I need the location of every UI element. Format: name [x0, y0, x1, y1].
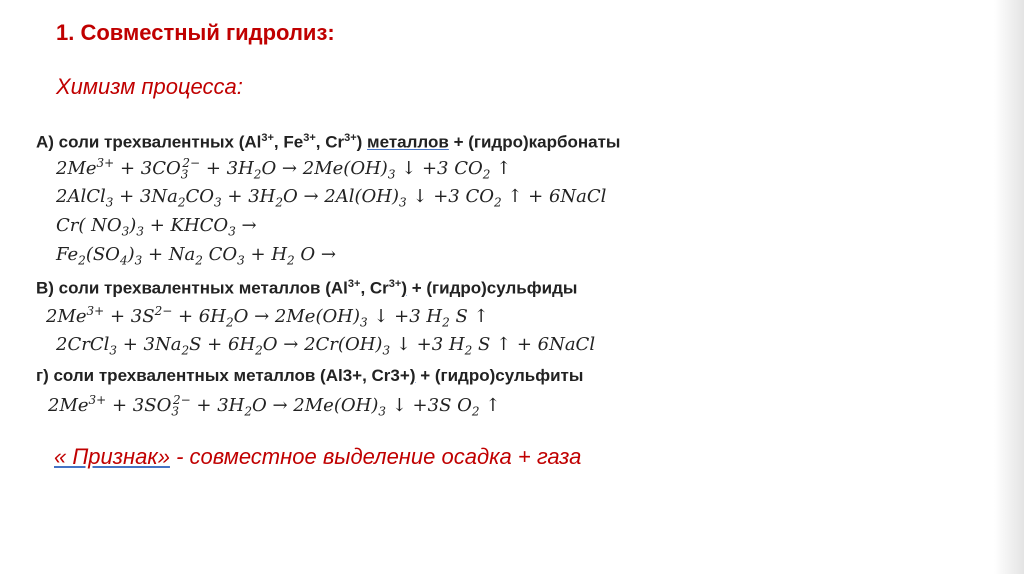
section-b-prefix: В) соли трехвалентных металлов (Al [36, 278, 348, 298]
section-a-metals: металлов [367, 132, 449, 152]
equation-a2: 2AlCl$_3$ + $3Na_2CO_3 + 3H_2O \to 2Al(OH)_3$ ↓ +3 $CO_2$ ↑ + 6NaCl [56, 186, 607, 210]
slide-subtitle: Химизм процесса: [56, 74, 243, 99]
section-a-mid2: , Cr [315, 132, 345, 152]
sign-note [54, 444, 581, 470]
section-g-close: ) [409, 366, 416, 385]
equation-b1: $2Me^{3+} + 3S^{2-} + 6H_2O \to 2Me(OH)_3$ ↓ +3 $H_2$ S ↑ [46, 304, 489, 330]
section-a-prefix: А) соли трехвалентных (Al [36, 132, 262, 152]
equation-a1: $2Me^{3+} + 3CO_3^{2-} + 3H_2O \to 2Me(OH)_3$ ↓ +3 $CO_2$ ↑ [56, 156, 512, 182]
section-a-rest: + (гидро)карбонаты [448, 132, 621, 152]
section-a-sup2: 3+ [303, 132, 316, 144]
slide-edge-shadow [994, 0, 1024, 574]
section-b-rest: + (гидро)сульфиды [407, 278, 578, 298]
section-a-sup1: 3+ [261, 132, 274, 144]
section-b-heading [36, 278, 577, 299]
equation-a3: Cr( $NO_3)_3$ + $KHCO_3$ → [56, 215, 257, 239]
section-b-sup2: 3+ [388, 278, 402, 290]
section-a-heading [36, 132, 620, 153]
section-b-mid1: , Cr [360, 278, 389, 298]
slide-title: 1. Совместный гидролиз: [56, 20, 335, 45]
section-a-mid1: , Fe [273, 132, 304, 152]
section-g-prefix: г) соли трехвалентных металлов (Al3+, Cr3+ [36, 366, 410, 385]
section-b-close: ) [401, 278, 408, 298]
section-a-mid3: ) [356, 132, 368, 152]
equation-a4: $Fe_2(SO_4)_3 + Na_2$ $CO_3 + H_2$ O → [56, 244, 336, 268]
sign-label: « Признак» [54, 444, 170, 469]
section-g-rest: + (гидро)сульфиты [415, 366, 584, 385]
section-g-heading [36, 366, 583, 386]
equation-g1: $2Me^{3+} + 3SO_3^{2-} + 3H_2O \to 2Me(OH)_3$ ↓ +3S $O_2$ ↑ [48, 393, 501, 419]
section-a-sup3: 3+ [344, 132, 357, 144]
sign-text: - совместное выделение осадка + газа [169, 444, 582, 469]
section-b-sup1: 3+ [347, 278, 361, 290]
equation-b2: 2CrCl$_3$ + $3Na_2S + 6H_2O \to 2Cr(OH)_3$ ↓ +3 $H_2$ S ↑ + 6NaCl [56, 334, 596, 358]
